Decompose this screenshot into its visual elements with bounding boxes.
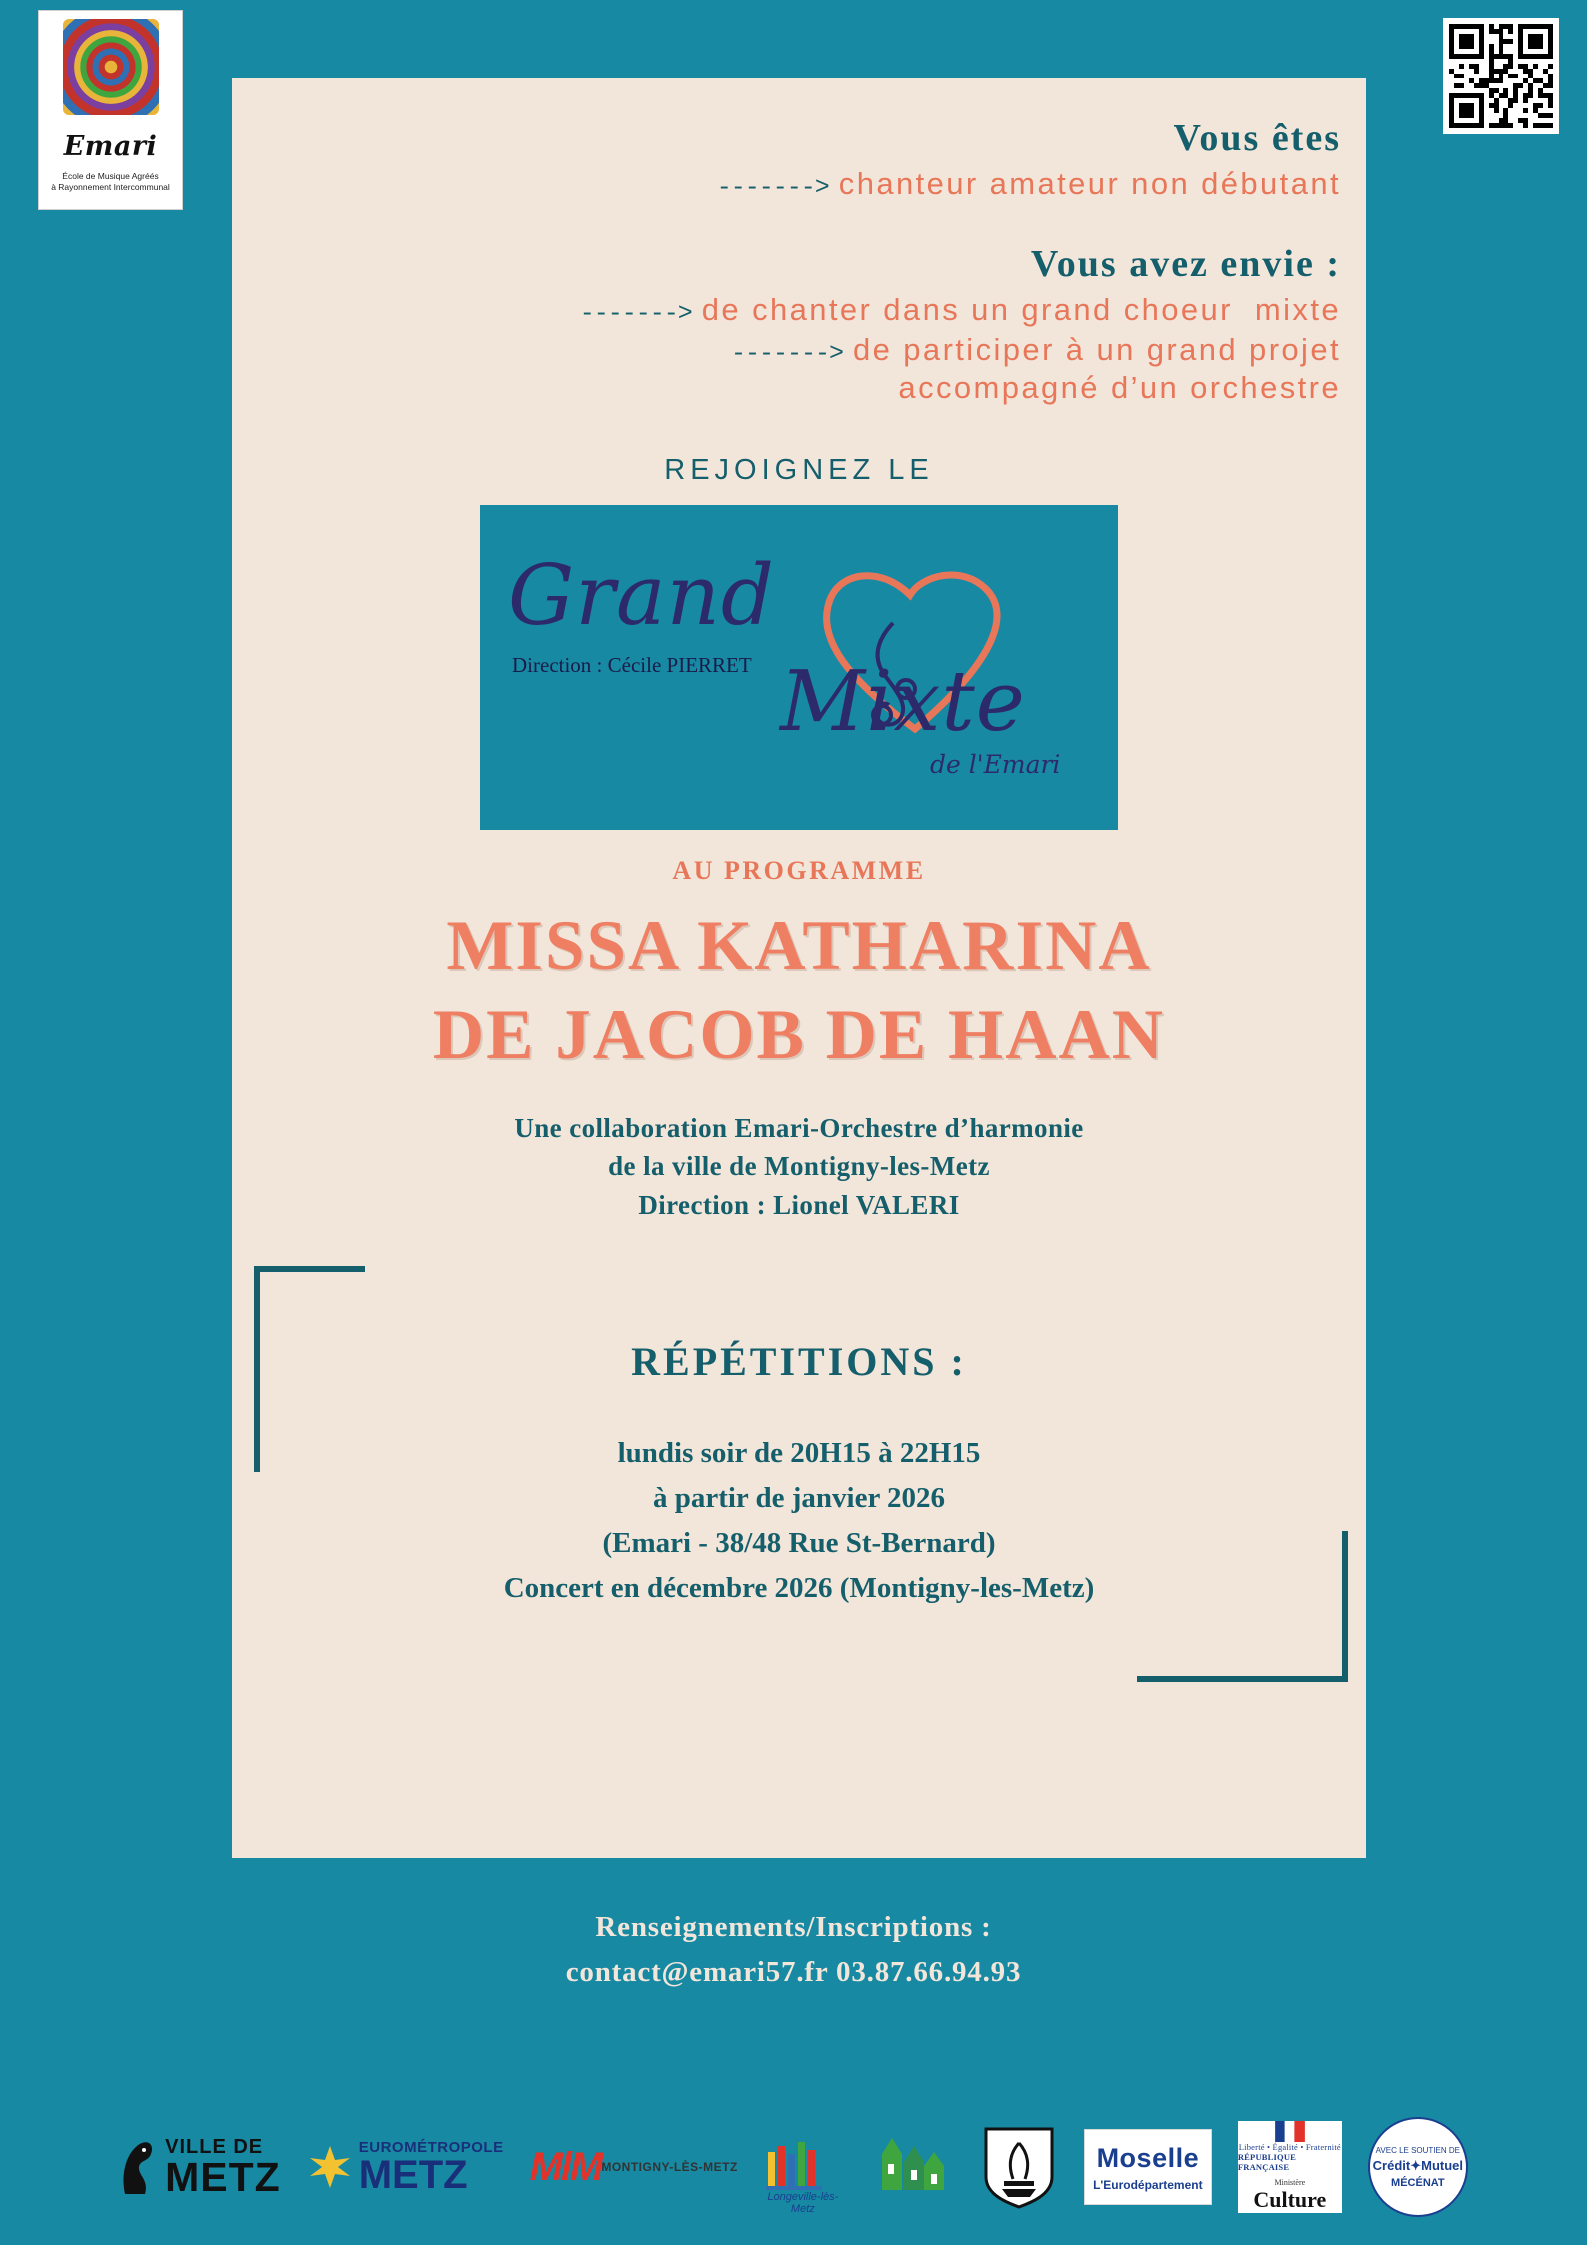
sponsor-ministere-culture (1238, 2121, 1342, 2213)
programme-title (232, 902, 1366, 1081)
sponsor-longeville-les-metz (764, 2121, 840, 2213)
emari-logo (38, 10, 183, 210)
sponsor-culture-republique: RÉPUBLIQUE FRANÇAISE (1237, 2152, 1297, 2172)
sponsor-ville-de-metz (119, 2121, 281, 2213)
sponsor-montigny-les-metz (530, 2121, 738, 2213)
choir-logo-grand: Grand (508, 547, 776, 644)
sponsor-mlm-mark: MlM (529, 2144, 602, 2189)
french-flag-icon (1273, 2121, 1307, 2142)
choir-logo-mixte: Mixte (780, 653, 1026, 750)
sponsor-eurometropole-metz (307, 2121, 504, 2213)
sponsor-culture-ministere: Ministère (1274, 2178, 1306, 2187)
sponsor-culture-name: Culture (1253, 2187, 1327, 2212)
bracket-top-left (254, 1266, 365, 1472)
poster-panel (232, 78, 1366, 1858)
repetitions-line-4: Concert en décembre 2026 (Montigny-les-Metz) (503, 1571, 1095, 1604)
grand-choeur-mixte-logo (480, 505, 1118, 830)
sponsor-cm-line-2: Crédit✦Mutuel (1372, 2157, 1464, 2173)
repetitions-block (232, 1260, 1366, 1690)
bullet-row-2 (232, 292, 1366, 328)
repetitions-line-2: à partir de janvier 2026 (652, 1481, 946, 1514)
sponsor-eurometropole-big: METZ (358, 2152, 468, 2197)
sponsor-ville-de-metz-small: VILLE DE (165, 2135, 264, 2158)
sponsor-ville-de-metz-big: METZ (165, 2153, 281, 2200)
choir-logo-de-lemari: de l'Emari (930, 750, 1061, 779)
choir-logo-direction: Direction : Cécile PIERRET (512, 653, 752, 677)
arrow-icon: -------> (730, 339, 843, 368)
programme-title-line-2: DE JACOB DE HAAN (432, 996, 1166, 1075)
repetitions-line-1: lundis soir de 20H15 à 22H15 (617, 1436, 981, 1469)
heading-vous-avez-envie: Vous avez envie : (1030, 243, 1341, 285)
bullet-text-2: de chanter dans un grand choeur mixte (701, 292, 1341, 327)
rejoignez-label: REJOIGNEZ LE (664, 454, 934, 486)
sponsor-credit-mutuel-mecenat (1368, 2117, 1468, 2217)
au-programme-label: AU PROGRAMME (672, 856, 926, 885)
sponsor-ville-partenaire (866, 2121, 954, 2213)
collaboration-text (232, 1109, 1366, 1224)
repetitions-line-3: (Emari - 38/48 Rue St-Bernard) (602, 1526, 996, 1559)
collaboration-line-2: de la ville de Montigny-les-Metz (608, 1151, 990, 1182)
emari-logo-subtitle-1: École de Musique Agréés (62, 171, 159, 181)
bullet-text-3: de participer à un grand projet (853, 332, 1341, 367)
collaboration-line-1: Une collaboration Emari-Orchestre d’harmonie (514, 1112, 1084, 1143)
star-burst-icon (307, 2144, 353, 2190)
bullet-text-3b: accompagné d’un orchestre (898, 370, 1341, 405)
bullet-text-1: chanteur amateur non débutant (838, 166, 1341, 201)
sponsor-longeville-name: Longeville-lès-Metz (767, 2191, 839, 2215)
metz-dragon-icon (119, 2136, 157, 2198)
sponsor-culture-devise: Liberté • Égalité • Fraternité (1238, 2142, 1341, 2152)
collaboration-line-3: Direction : Lionel VALERI (638, 1189, 960, 1220)
sponsor-eurometropole-small: EUROMÉTROPOLE (358, 2138, 504, 2156)
emari-logo-subtitle-2: à Rayonnement Intercommunal (51, 182, 170, 193)
contact-details[interactable]: contact@emari57.fr 03.87.66.94.93 (565, 1955, 1022, 1988)
coat-of-arms-icon (980, 2125, 1058, 2209)
town-buildings-icon (866, 2128, 954, 2206)
sponsor-cm-line-1: AVEC LE SOUTIEN DE (1375, 2145, 1460, 2155)
programme-title-line-1: MISSA KATHARINA (446, 907, 1152, 985)
bullet-row-3b (232, 370, 1366, 406)
sponsor-mlm-name: MONTIGNY-LÈS-METZ (601, 2160, 738, 2174)
emari-logo-name: Emari (63, 131, 158, 162)
heading-vous-etes: Vous êtes (1173, 117, 1341, 159)
contact-heading: Renseignements/Inscriptions : (595, 1911, 992, 1943)
contact-block (0, 1905, 1587, 1995)
arrow-icon: -------> (579, 299, 692, 328)
sponsor-moselle (1084, 2129, 1212, 2205)
qr-code-icon (1449, 24, 1553, 128)
bullet-row-3 (232, 332, 1366, 368)
spiral-logo-icon (63, 19, 159, 115)
qr-code[interactable] (1443, 18, 1559, 134)
sponsor-moselle-subtitle: L'Eurodépartement (1093, 2177, 1203, 2192)
bullet-row-1 (232, 166, 1366, 202)
sponsor-cm-line-3: MÉCÉNAT (1391, 2176, 1445, 2189)
sponsor-strip (0, 2107, 1587, 2227)
longeville-logo-icon (764, 2138, 840, 2196)
sponsor-blason-commune (980, 2121, 1058, 2213)
repetitions-title: RÉPÉTITIONS : (631, 1338, 967, 1384)
bracket-bottom-right (1137, 1531, 1348, 1682)
sponsor-moselle-title: Moselle (1096, 2142, 1200, 2173)
arrow-icon: -------> (716, 173, 829, 202)
